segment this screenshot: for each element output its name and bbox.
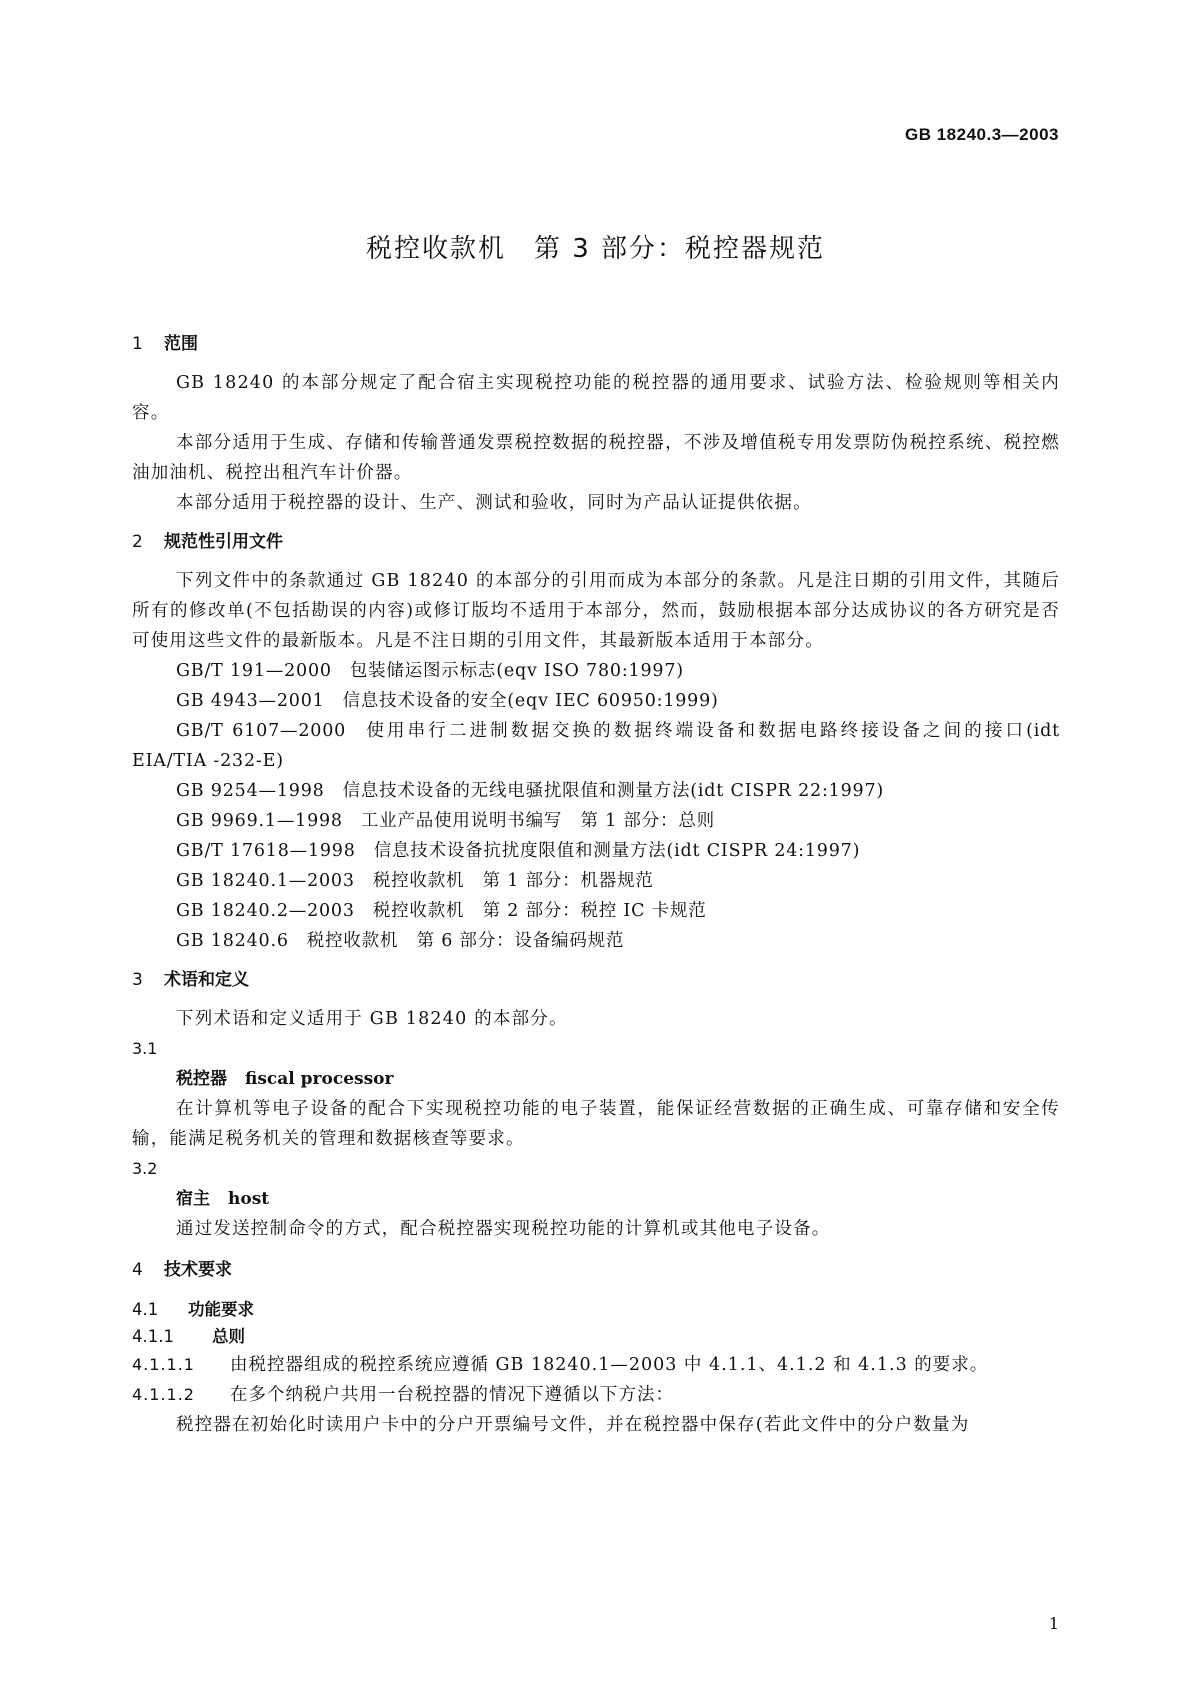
section-title: 技术要求 <box>164 1260 232 1280</box>
section-number: 4 <box>132 1260 143 1280</box>
term-zh: 宿主 <box>176 1189 210 1209</box>
page-number: 1 <box>1048 1614 1059 1633</box>
standard-number: GB 18240.3—2003 <box>905 125 1059 144</box>
section-title: 范围 <box>164 334 198 354</box>
section-number: 1 <box>132 334 143 354</box>
section-number: 2 <box>132 532 143 552</box>
subsection-heading: 4.1 功能要求 <box>132 1300 254 1319</box>
reference-item: GB/T 6107—2000 使用串行二进制数据交换的数据终端设备和数据电路终接设备之间的接口(idt EIA/TIA -232-E) <box>132 721 1060 771</box>
paragraph: 税控器在初始化时读用户卡中的分户开票编号文件，并在税控器中保存(若此文件中的分户数量为 <box>176 1415 970 1435</box>
term-number: 3.2 <box>132 1159 158 1178</box>
reference-item: GB/T 17618—1998 信息技术设备抗扰度限值和测量方法(idt CISPR 24:1997) <box>176 841 861 861</box>
reference-item: GB 4943—2001 信息技术设备的安全(eqv IEC 60950:1999) <box>176 691 719 711</box>
term-number: 3.1 <box>132 1039 158 1058</box>
reference-item: GB 18240.6 税控收款机 第 6 部分：设备编码规范 <box>176 931 625 951</box>
section-heading <box>132 1258 1060 1282</box>
reference-item: GB 18240.1—2003 税控收款机 第 1 部分：机器规范 <box>176 871 654 891</box>
clause: 4.1.1.2 在多个纳税户共用一台税控器的情况下遵循以下方法： <box>132 1385 674 1405</box>
term-en: fiscal processor <box>245 1069 394 1089</box>
section-title: 术语和定义 <box>164 970 249 990</box>
paragraph: 本部分适用于税控器的设计、生产、测试和验收，同时为产品认证提供依据。 <box>176 493 812 513</box>
term-heading <box>132 1184 1060 1214</box>
section-heading <box>132 968 1060 992</box>
term-zh: 税控器 <box>176 1069 227 1089</box>
section-heading <box>132 332 1060 356</box>
term-definition: 通过发送控制命令的方式，配合税控器实现税控功能的计算机或其他电子设备。 <box>176 1219 831 1239</box>
paragraph: GB 18240 的本部分规定了配合宿主实现税控功能的税控器的通用要求、试验方法、检验规则等相关内容。 <box>132 373 1060 423</box>
reference-item: GB 18240.2—2003 税控收款机 第 2 部分：税控 IC 卡规范 <box>176 901 707 921</box>
section-title: 规范性引用文件 <box>164 532 283 552</box>
paragraph: 本部分适用于生成、存储和传输普通发票税控数据的税控器，不涉及增值税专用发票防伪税控系统、税控燃油加油机、税控出租汽车计价器。 <box>132 433 1060 483</box>
section-heading <box>132 530 1060 554</box>
document-body <box>132 332 1060 1440</box>
reference-item: GB/T 191—2000 包装储运图示标志(eqv ISO 780:1997) <box>176 661 684 681</box>
reference-item: GB 9254—1998 信息技术设备的无线电骚扰限值和测量方法(idt CISPR 22:1997) <box>176 781 885 801</box>
paragraph: 下列文件中的条款通过 GB 18240 的本部分的引用而成为本部分的条款。凡是注日期的引用文件，其随后所有的修改单(不包括勘误的内容)或修订版均不适用于本部分，然而，鼓励根据本部分达成协议的各方研究是否可使用这些文件的最新版本。凡是不注日期的引用文件，其最新版本适用于本部分。 <box>132 571 1060 651</box>
term-en: host <box>228 1189 270 1209</box>
section-number: 3 <box>132 970 143 990</box>
clause: 4.1.1.1 由税控器组成的税控系统应遵循 GB 18240.1—2003 中 4.1.1、4.1.2 和 4.1.3 的要求。 <box>132 1355 989 1375</box>
paragraph: 下列术语和定义适用于 GB 18240 的本部分。 <box>176 1009 568 1029</box>
term-definition: 在计算机等电子设备的配合下实现税控功能的电子装置，能保证经营数据的正确生成、可靠存储和安全传输，能满足税务机关的管理和数据核查等要求。 <box>132 1099 1060 1149</box>
term-heading <box>132 1064 1060 1094</box>
document-title: 税控收款机 第 3 部分：税控器规范 <box>365 234 826 264</box>
reference-item: GB 9969.1—1998 工业产品使用说明书编写 第 1 部分：总则 <box>176 811 715 831</box>
subsubsection-heading: 4.1.1 总则 <box>132 1327 245 1346</box>
